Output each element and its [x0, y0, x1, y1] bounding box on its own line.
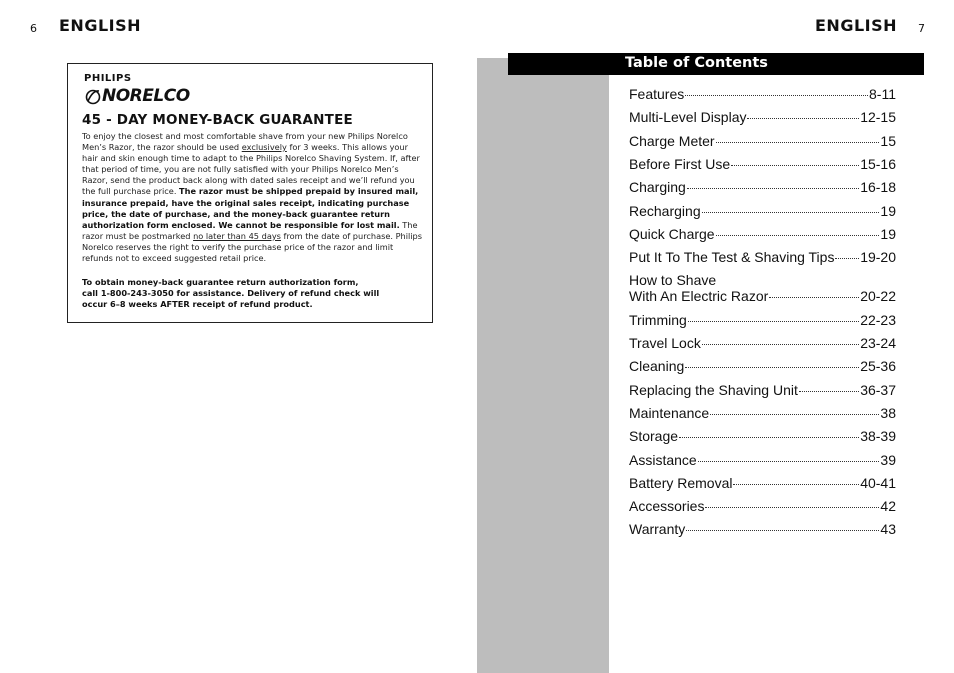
toc-entry	[629, 133, 896, 149]
toc-entry	[629, 249, 896, 265]
norelco-logo-icon	[84, 87, 102, 105]
left-page-header: ENGLISH	[59, 16, 142, 35]
toc-dot-leader	[733, 484, 859, 485]
toc-entry-title: Put It To The Test & Shaving Tips	[629, 249, 835, 266]
toc-dot-leader	[688, 321, 859, 322]
toc-entry-title: Replacing the Shaving Unit	[629, 381, 798, 398]
toc-entry	[629, 521, 896, 537]
guarantee-text-segment: for 3 weeks. This allows your hair and skin enough time to adapt to the Philips Norelco Shaving System. If, after that period of time, you are not fully satisfied with your Philips Norelco Men’s Razor, send the product back along with dated sales receipt and we’ll refund you the full purchase price.	[82, 142, 420, 197]
toc-dot-leader	[685, 95, 868, 96]
right-page-header: ENGLISH	[815, 16, 898, 35]
toc-entry-title: Charge Meter	[629, 132, 715, 149]
toc-entry	[629, 382, 896, 398]
guarantee-text-segment: The razor must be postmarked	[82, 219, 418, 241]
toc-entry-title: Charging	[629, 179, 686, 196]
toc-entry-pages: 38-39	[860, 428, 896, 445]
toc-entry	[629, 109, 896, 125]
toc-entry	[629, 335, 896, 351]
toc-entry-title: Warranty	[629, 521, 686, 538]
toc-entry-title: Assistance	[629, 451, 697, 468]
toc-entry-pages: 39	[880, 451, 896, 468]
toc-entry	[629, 179, 896, 195]
toc-entry	[629, 86, 896, 102]
toc-entry	[629, 312, 896, 328]
toc-entry-pages: 25-36	[860, 358, 896, 375]
toc-heading: Table of Contents	[508, 53, 924, 75]
guarantee-text-segment: The razor must be shipped prepaid by insured mail, insurance prepaid, have the original sales receipt, indicating purchase price, the date of purchase, and the money-back guarantee return authorization form enclosed. We cannot be responsible for lost mail.	[82, 186, 419, 230]
brand-label: PHILIPS	[84, 73, 132, 84]
toc-entry-pages: 38	[880, 404, 896, 421]
toc-dot-leader	[679, 437, 859, 438]
guarantee-text-segment: exclusively	[241, 142, 287, 153]
toc-dot-leader	[835, 258, 859, 259]
guarantee-body	[82, 131, 426, 264]
toc-entry-pages: 42	[880, 498, 896, 515]
toc-entry	[629, 475, 896, 491]
toc-entry-title: Cleaning	[629, 358, 685, 375]
toc-entry-title: Maintenance	[629, 404, 710, 421]
guarantee-title: 45 - DAY MONEY-BACK GUARANTEE	[82, 112, 353, 128]
toc-entry-title-line: How to Shave	[629, 272, 717, 289]
toc-dot-leader	[698, 461, 880, 462]
guarantee-box	[67, 63, 433, 323]
norelco-logo-text: NORELCO	[102, 86, 190, 106]
toc-entry-pages: 15-16	[860, 155, 896, 172]
right-page-number: 7	[918, 22, 925, 35]
toc-entry	[629, 288, 896, 304]
guarantee-footer	[82, 277, 426, 310]
guarantee-text-segment: no later than 45 days	[193, 230, 281, 241]
toc-entry-pages: 20-22	[860, 288, 896, 305]
toc-entry-pages: 19	[880, 225, 896, 242]
toc-dot-leader	[731, 165, 859, 166]
toc-dot-leader	[702, 212, 880, 213]
gray-margin-band	[477, 58, 609, 673]
toc-dot-leader	[686, 530, 879, 531]
left-page-number: 6	[30, 22, 37, 35]
toc-entry-title: Trimming	[629, 311, 687, 328]
toc-entry-title: With An Electric Razor	[629, 288, 769, 305]
toc-dot-leader	[769, 297, 859, 298]
toc-entry-pages: 15	[880, 132, 896, 149]
toc-entry-title: Before First Use	[629, 155, 731, 172]
toc-entry-pages: 23-24	[860, 335, 896, 351]
toc-dot-leader	[716, 235, 880, 236]
toc-entry-title: Battery Removal	[629, 474, 733, 491]
toc-entry-title: Accessories	[629, 498, 705, 515]
toc-entry	[629, 452, 896, 468]
toc-dot-leader	[687, 188, 859, 189]
toc-entry-pages: 22-23	[860, 311, 896, 328]
toc-entry	[629, 358, 896, 374]
toc-entry	[629, 156, 896, 172]
toc-dot-leader	[716, 142, 880, 143]
toc-dot-leader	[710, 414, 879, 415]
guarantee-footer-line: occur 6–8 weeks AFTER receipt of refund product.	[82, 299, 313, 310]
guarantee-footer-line: call 1-800-243-3050 for assistance. Delivery of refund check will	[82, 288, 380, 299]
toc-entry-pages: 43	[880, 521, 896, 538]
toc-dot-leader	[747, 118, 859, 119]
toc-entry-title: Quick Charge	[629, 225, 715, 242]
toc-entry	[629, 498, 896, 514]
toc-entry	[629, 405, 896, 421]
toc-entry	[629, 203, 896, 219]
toc-entry-pages: 19-20	[860, 249, 896, 266]
toc-dot-leader	[702, 344, 859, 345]
toc-entry-pages: 36-37	[860, 381, 896, 398]
toc-entry-title: Travel Lock	[629, 335, 701, 351]
guarantee-text-segment: To enjoy the closest and most comfortable shave from your new Philips Norelco Men’s Razor, the razor should be used	[82, 131, 408, 153]
toc-dot-leader	[799, 391, 859, 392]
toc-entry-title: Storage	[629, 428, 679, 445]
guarantee-footer-line: To obtain money-back guarantee return authorization form,	[82, 277, 359, 287]
toc-entry-pages: 16-18	[860, 179, 896, 196]
toc-entry-title: Recharging	[629, 202, 701, 219]
toc-entry-title: Multi-Level Display	[629, 109, 747, 126]
guarantee-text-segment: from the date of purchase. Philips Norelco reserves the right to verify the purchase price of the razor and limit refunds not to exceed suggested retail price.	[82, 230, 423, 264]
toc-dot-leader	[705, 507, 879, 508]
norelco-logo	[84, 86, 190, 106]
toc-entry-pages: 19	[880, 202, 896, 219]
toc-dot-leader	[685, 367, 859, 368]
toc-entry	[629, 428, 896, 444]
toc-entry-pages: 12-15	[860, 109, 896, 126]
toc-entry-pages: 40-41	[860, 474, 896, 491]
toc-entry-pages: 8-11	[869, 86, 896, 102]
toc-entry-title: Features	[629, 86, 685, 102]
toc-entry	[629, 226, 896, 242]
